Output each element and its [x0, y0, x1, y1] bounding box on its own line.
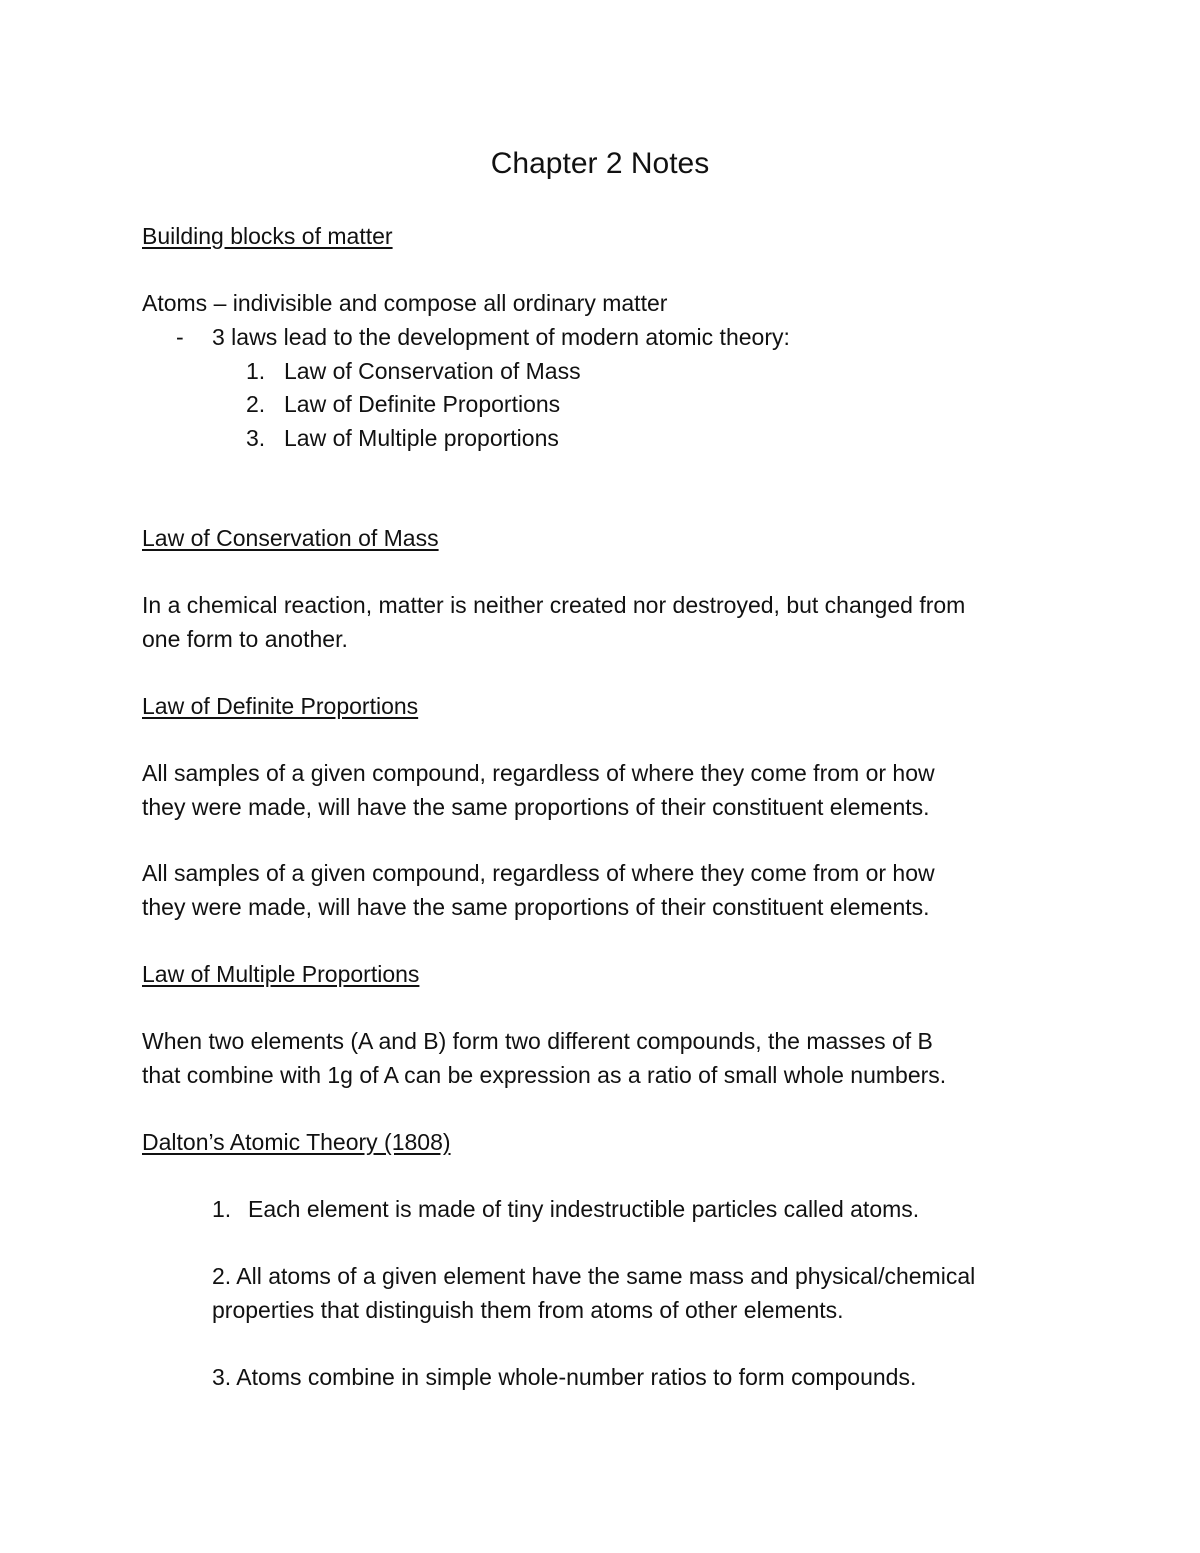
- section-heading-dalton: Dalton’s Atomic Theory (1808): [142, 1129, 451, 1155]
- law-list-item: Law of Multiple proportions: [284, 425, 559, 451]
- paragraph-line: All samples of a given compound, regardless of where they come from or how: [142, 760, 935, 786]
- section-heading-multiple: Law of Multiple Proportions: [142, 961, 420, 987]
- law-list-number: 2.: [246, 391, 266, 417]
- paragraph-line: one form to another.: [142, 626, 348, 652]
- bullet-marker: -: [176, 324, 184, 350]
- paragraph-line: that combine with 1g of A can be expression as a ratio of small whole numbers.: [142, 1062, 947, 1088]
- paragraph-line: they were made, will have the same proportions of their constituent elements.: [142, 794, 930, 820]
- bullet-text: 3 laws lead to the development of modern atomic theory:: [212, 324, 790, 350]
- dalton-item-text: properties that distinguish them from atoms of other elements.: [212, 1297, 844, 1323]
- dalton-item-text: Each element is made of tiny indestructible particles called atoms.: [248, 1196, 920, 1222]
- paragraph-line: All samples of a given compound, regardless of where they come from or how: [142, 860, 935, 886]
- section-heading-conservation: Law of Conservation of Mass: [142, 525, 439, 551]
- paragraph-line: they were made, will have the same proportions of their constituent elements.: [142, 894, 930, 920]
- law-list-item: Law of Definite Proportions: [284, 391, 561, 417]
- dalton-item-text: 2. All atoms of a given element have the same mass and physical/chemical: [212, 1263, 976, 1289]
- dalton-item-text: 3. Atoms combine in simple whole-number ratios to form compounds.: [212, 1364, 917, 1390]
- law-list-item: Law of Conservation of Mass: [284, 358, 581, 384]
- paragraph-line: When two elements (A and B) form two different compounds, the masses of B: [142, 1028, 933, 1054]
- atoms-definition: Atoms – indivisible and compose all ordinary matter: [142, 290, 668, 316]
- paragraph-line: In a chemical reaction, matter is neither created nor destroyed, but changed from: [142, 592, 966, 618]
- page-title: Chapter 2 Notes: [490, 147, 710, 180]
- law-list-number: 1.: [246, 358, 266, 384]
- section-heading-building-blocks: Building blocks of matter: [142, 223, 393, 249]
- section-heading-definite: Law of Definite Proportions: [142, 693, 419, 719]
- law-list-number: 3.: [246, 425, 266, 451]
- dalton-item-number: 1.: [212, 1196, 232, 1222]
